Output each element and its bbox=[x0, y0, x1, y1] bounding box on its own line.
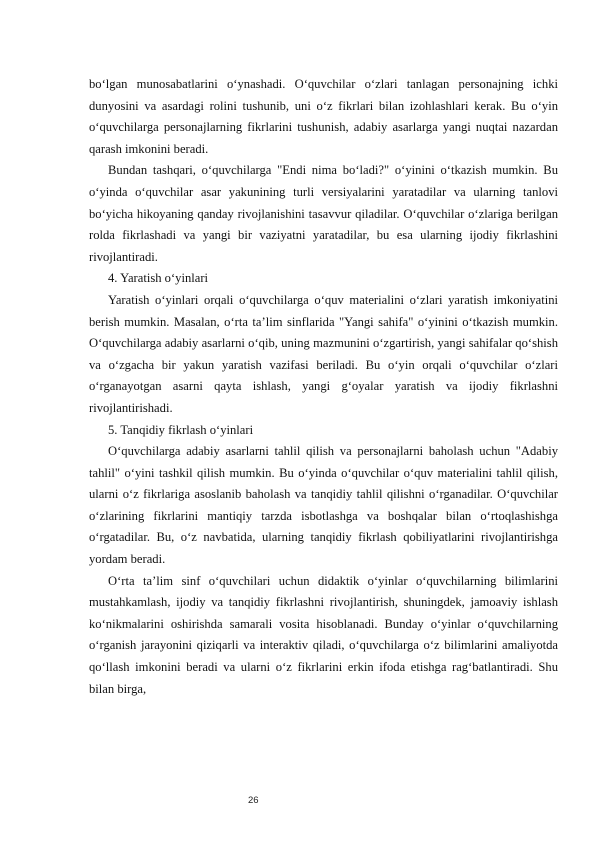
paragraph: O‘rta ta’lim sinf o‘quvchilari uchun didaktik o‘yinlar o‘quvchilarning bilimlarini mustahkamlash, ijodiy va tanqidiy fikrlashni rivojlantirish, shuningdek, jamoaviy ishlash ko‘nikmalarini oshirishda samarali vosita hisoblanadi. Bunday o‘yinlar o‘quvchilarning o‘rganish jarayonini qiziqarli va interaktiv qiladi, o‘quvchilarga o‘z bilimlarini amaliyotda qo‘llash imkonini beradi va ularni o‘z fikrlarini erkin ifoda etishga rag‘batlantiradi. Shu bilan birga, bbox=[89, 573, 558, 696]
paragraph: Bundan tashqari, o‘quvchilarga "Endi nima bo‘ladi?" o‘yinini o‘tkazish mumkin. Bu o‘yinda o‘quvchilar asar yakunining turli versiyalarini yaratadilar va ularning tanlovi bo‘yicha hikoyaning qanday rivojlanishini tasavvur qiladilar. O‘quvchilar o‘zlariga berilgan rolda fikrlashadi va yangi bir vaziyatni yaratadilar, bu esa ularning ijodiy fikrlashini rivojlantiradi. bbox=[89, 163, 558, 264]
section-heading-tanqidiy: 5. Tanqidiy fikrlash o‘yinlari bbox=[108, 422, 254, 437]
paragraph: O‘quvchilarga adabiy asarlarni tahlil qilish va personajlarni baholash uchun "Adabiy tahlil" o‘yini tashkil qilish mumkin. Bu o‘yinda o‘quvchilar o‘quv materialini tahlil qilish, ularni o‘z fikrlariga asoslanib baholash va tanqidiy tahlil qilishni o‘rganadilar. O‘quvchilar o‘zlarining fikrlarini mantiqiy tarzda isbotlashga va boshqalar bilan o‘rtoqlashishga o‘rgatadilar. Bu, o‘z navbatida, ularning tanqidiy fikrlash qobiliyatlarini rivojlantirishga yordam beradi. bbox=[89, 444, 558, 567]
page-number: 26 bbox=[248, 795, 259, 806]
section-heading-yaratish: 4. Yaratish o‘yinlari bbox=[108, 271, 209, 286]
paragraph-continuation: bo‘lgan munosabatlarini o‘ynashadi. O‘quvchilar o‘zlari tanlagan personajning ichki dunyosini va asardagi rolini tushunib, uni o‘z fikrlari bilan izohlashlari kerak. Bu o‘yin o‘quvchilarga personajlarning fikrlarini tushunish, adabiy asarlarga yangi nuqtai nazardan qarash imkonini beradi. bbox=[89, 77, 558, 156]
page-body bbox=[89, 74, 558, 700]
paragraph: Yaratish o‘yinlari orqali o‘quvchilarga o‘quv materialini o‘zlari yaratish imkoniyatini berish mumkin. Masalan, o‘rta ta’lim sinflarida "Yangi sahifa" o‘yinini o‘tkazish mumkin. O‘quvchilarga adabiy asarlarni o‘qib, uning mazmunini o‘zgartirish, yangi sahifalar qo‘shish va o‘zgacha bir yakun yaratish vazifasi beriladi. Bu o‘yin orqali o‘quvchilar o‘zlari o‘rganayotgan asarni qayta ishlash, yangi g‘oyalar yaratish va ijodiy fikrlashni rivojlantirishadi. bbox=[89, 292, 558, 415]
